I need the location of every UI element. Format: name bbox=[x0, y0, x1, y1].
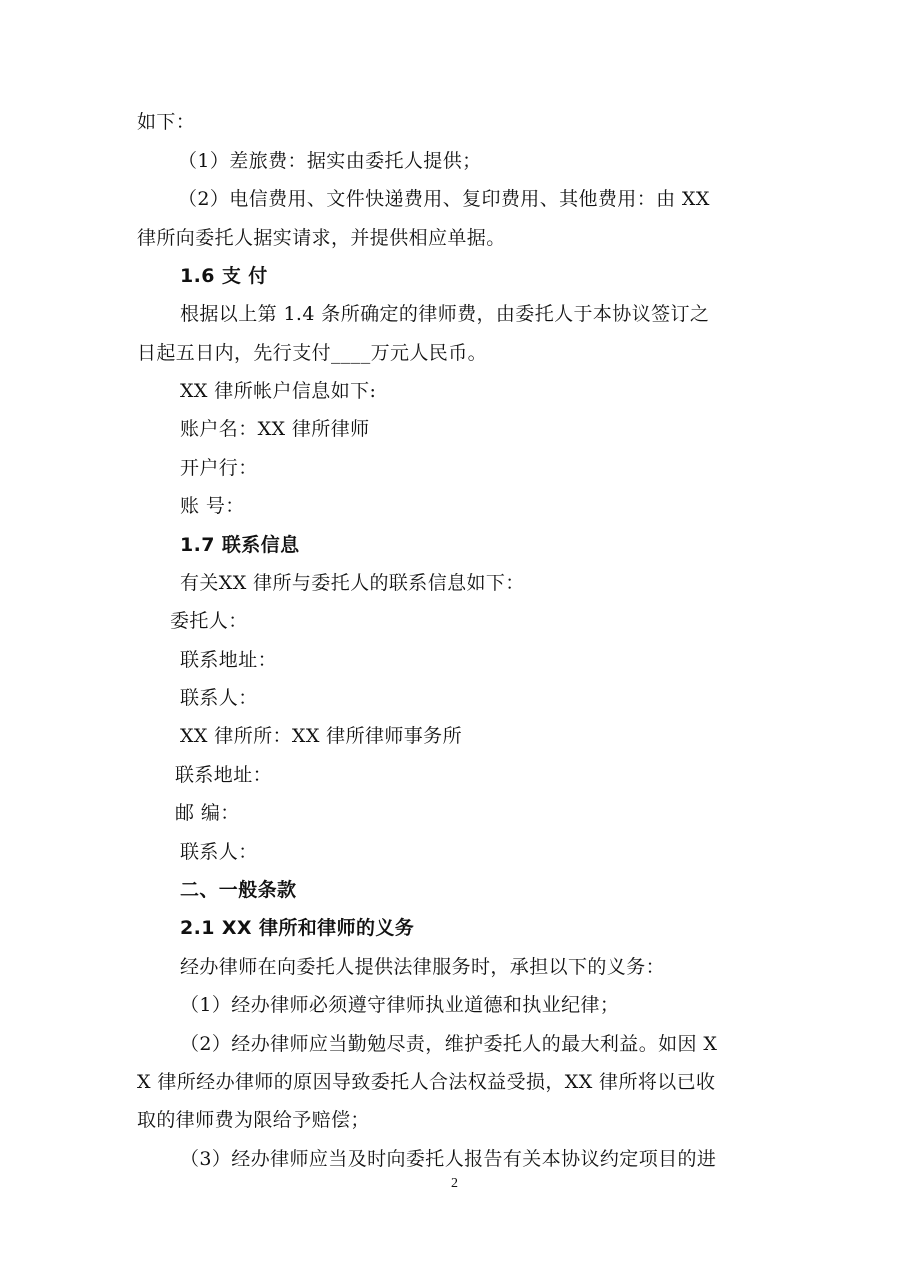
text-line: 账户名：XX 律所律师 bbox=[180, 418, 370, 440]
text-line: （2）电信费用、文件快递费用、复印费用、其他费用：由 XX bbox=[178, 188, 710, 210]
text-line: 联系地址： bbox=[180, 649, 278, 671]
text-line: XX 律所所：XX 律所律师事务所 bbox=[180, 725, 462, 747]
text-line: 联系人： bbox=[180, 841, 258, 863]
text-line: 经办律师在向委托人提供法律服务时，承担以下的义务： bbox=[180, 956, 666, 978]
text-line: 联系地址： bbox=[175, 764, 273, 786]
text-line: 账 号： bbox=[180, 495, 245, 517]
text-line: （1）差旅费：据实由委托人提供； bbox=[178, 150, 482, 172]
text-line: 有关XX 律所与委托人的联系信息如下： bbox=[180, 572, 525, 594]
text-line: 律所向委托人据实请求，并提供相应单据。 bbox=[137, 227, 506, 249]
page-number: 2 bbox=[451, 1176, 458, 1191]
text-line: 委托人： bbox=[170, 610, 248, 632]
text-line: （3）经办律师应当及时向委托人报告有关本协议约定项目的进 bbox=[180, 1148, 717, 1170]
text-line: 根据以上第 1.4 条所确定的律师费，由委托人于本协议签订之 bbox=[180, 303, 710, 325]
text-line: 日起五日内，先行支付____万元人民币。 bbox=[137, 342, 488, 364]
text-line: X 律所经办律师的原因导致委托人合法权益受损，XX 律所将以已收 bbox=[137, 1071, 716, 1093]
text-line: （1）经办律师必须遵守律师执业道德和执业纪律； bbox=[180, 994, 620, 1016]
text-line: （2）经办律师应当勤勉尽责，维护委托人的最大利益。如因 X bbox=[180, 1033, 718, 1055]
section-heading: 1.7 联系信息 bbox=[180, 534, 300, 556]
text-line: 开户行： bbox=[180, 457, 258, 479]
text-line: 如下： bbox=[137, 111, 196, 133]
text-line: 联系人： bbox=[180, 687, 258, 709]
text-line: 邮 编： bbox=[175, 802, 240, 824]
text-line: XX 律所帐户信息如下: bbox=[180, 380, 377, 402]
section-heading: 1.6 支 付 bbox=[180, 265, 268, 287]
section-heading: 二、一般条款 bbox=[180, 879, 297, 901]
text-line: 取的律师费为限给予赔偿； bbox=[137, 1109, 370, 1131]
section-heading: 2.1 XX 律所和律师的义务 bbox=[180, 917, 415, 939]
